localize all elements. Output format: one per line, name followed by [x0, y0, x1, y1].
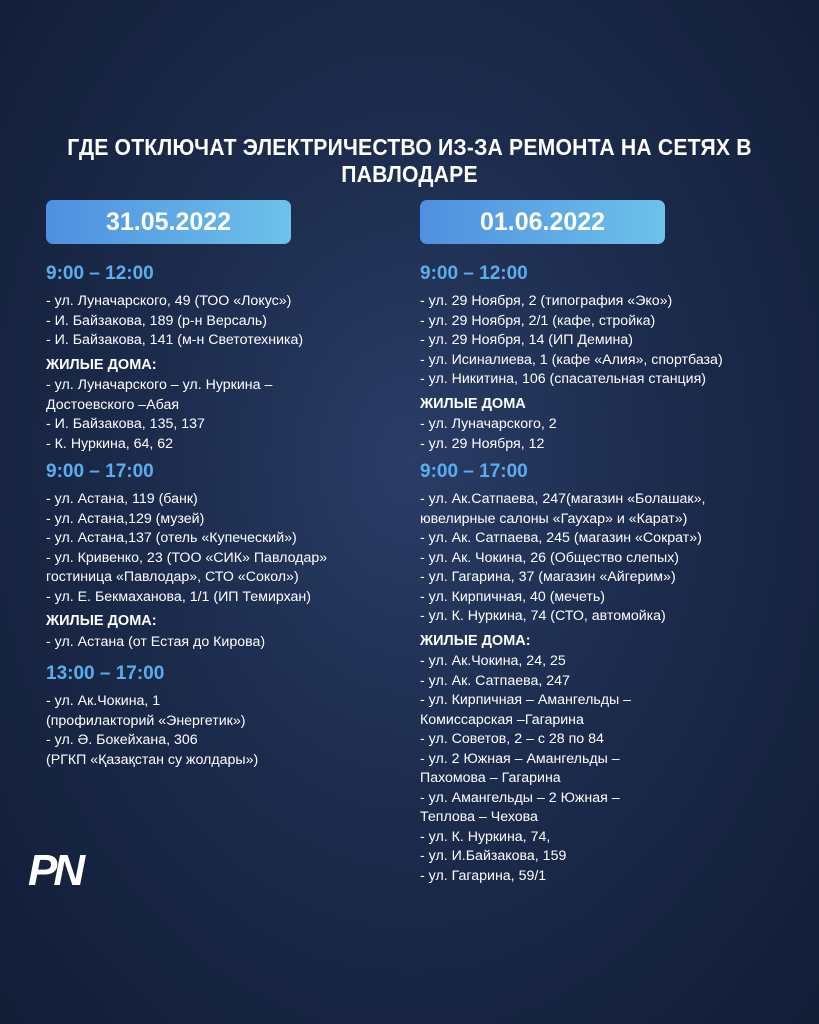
address-line: - ул. Гагарина, 37 (магазин «Айгерим») [420, 569, 676, 585]
schedule-column-right [420, 262, 805, 886]
address-line: - ул. Гагарина, 59/1 [420, 867, 547, 884]
time-slot-heading: 9:00 – 12:00 [420, 263, 528, 284]
address-line: (профилакторий «Энергетик») [46, 712, 246, 729]
date-badge-right: 01.06.2022 [420, 200, 665, 244]
address-line: - К. Нуркина, 64, 62 [46, 435, 174, 452]
address-line: - ул. Луначарского, 2 [420, 416, 557, 432]
address-line: - ул. Ак.Чокина, 24, 25 [420, 653, 566, 669]
address-line: Комиссарская –Гагарина [420, 711, 584, 728]
pn-logo [26, 845, 98, 893]
schedule-column-left [46, 262, 396, 770]
address-line: - ул. Луначарского – ул. Нуркина – [46, 377, 273, 393]
address-line: - И. Байзакова, 189 (р-н Версаль) [46, 312, 268, 329]
address-line: - ул. Ак. Сатпаева, 247 [420, 672, 570, 689]
address-line: (РГКП «Қазақстан су жолдары») [46, 751, 259, 768]
address-line: ювелирные салоны «Гаухар» и «Карат») [420, 510, 688, 527]
address-line: - ул. Ә. Бокейхана, 306 [46, 732, 198, 748]
address-line: - ул. Исиналиева, 1 (кафе «Алия», спортбаза) [420, 351, 723, 368]
residential-heading: ЖИЛЫЕ ДОМА: [46, 356, 157, 373]
address-line: - ул. Астана,129 (музей) [46, 510, 205, 527]
time-slot-heading: 9:00 – 17:00 [420, 461, 528, 482]
address-line: - ул. Ак. Сатпаева, 245 (магазин «Сократ») [420, 530, 702, 546]
time-slot-heading: 9:00 – 12:00 [46, 263, 154, 284]
address-line: - ул. 29 Ноября, 2 (типография «Эко») [420, 293, 673, 309]
address-line: - ул. Е. Бекмаханова, 1/1 (ИП Темирхан) [46, 588, 311, 605]
residential-heading: ЖИЛЫЕ ДОМА: [46, 613, 157, 629]
address-line: - ул. Астана, 119 (банк) [46, 491, 198, 507]
address-line: - ул. Кирпичная – Амангельды – [420, 692, 632, 708]
page-title: ГДЕ ОТКЛЮЧАТ ЭЛЕКТРИЧЕСТВО ИЗ-ЗА РЕМОНТА НА СЕТЯХ В ПАВЛОДАРЕ [67, 134, 752, 187]
address-line: - ул. Астана (от Естая до Кирова) [46, 633, 266, 650]
address-line: - ул. Никитина, 106 (спасательная станция) [420, 371, 707, 387]
address-line: - И. Байзакова, 135, 137 [46, 416, 205, 432]
address-line: - ул. 2 Южная – Амангельды – [420, 750, 620, 767]
address-line: - ул. Советов, 2 – с 28 по 84 [420, 731, 604, 747]
address-line: - ул. Амангельды – 2 Южная – [420, 789, 620, 806]
address-line: - ул. 29 Ноября, 12 [420, 435, 545, 452]
address-line: - ул. Кирпичная, 40 (мечеть) [420, 588, 606, 605]
address-line: - ул. К. Нуркина, 74, [420, 828, 551, 845]
address-line: - ул. Кривенко, 23 (ТОО «СИК» Павлодар» [46, 549, 328, 566]
address-line: - ул. Астана,137 (отель «Купеческий») [46, 530, 297, 546]
address-line: Теплова – Чехова [420, 809, 538, 825]
residential-heading: ЖИЛЫЕ ДОМА [420, 395, 526, 412]
address-line: Достоевского –Абая [46, 396, 180, 413]
address-line: - ул. Ак. Чокина, 26 (Общество слепых) [420, 549, 680, 566]
address-line: Пахомова – Гагарина [420, 770, 561, 786]
address-line: - ул. Ак.Чокина, 1 [46, 693, 161, 709]
date-badge-left: 31.05.2022 [46, 200, 291, 244]
address-line: - И. Байзакова, 141 (м-н Светотехника) [46, 332, 304, 348]
time-slot-heading: 9:00 – 17:00 [46, 461, 154, 482]
address-line: - ул. Луначарского, 49 (ТОО «Локус») [46, 293, 292, 309]
address-line: - ул. К. Нуркина, 74 (СТО, автомойка) [420, 608, 666, 624]
address-line: - ул. И.Байзакова, 159 [420, 848, 567, 864]
address-line: гостиница «Павлодар», СТО «Сокол») [46, 569, 299, 585]
residential-heading: ЖИЛЫЕ ДОМА: [420, 632, 531, 649]
time-slot-heading: 13:00 – 17:00 [46, 663, 165, 684]
logo-text: PN [28, 846, 82, 893]
address-line: - ул. 29 Ноября, 2/1 (кафе, стройка) [420, 312, 656, 329]
address-line: - ул. Ак.Сатпаева, 247(магазин «Болашак», [420, 491, 706, 507]
address-line: - ул. 29 Ноября, 14 (ИП Демина) [420, 332, 633, 348]
